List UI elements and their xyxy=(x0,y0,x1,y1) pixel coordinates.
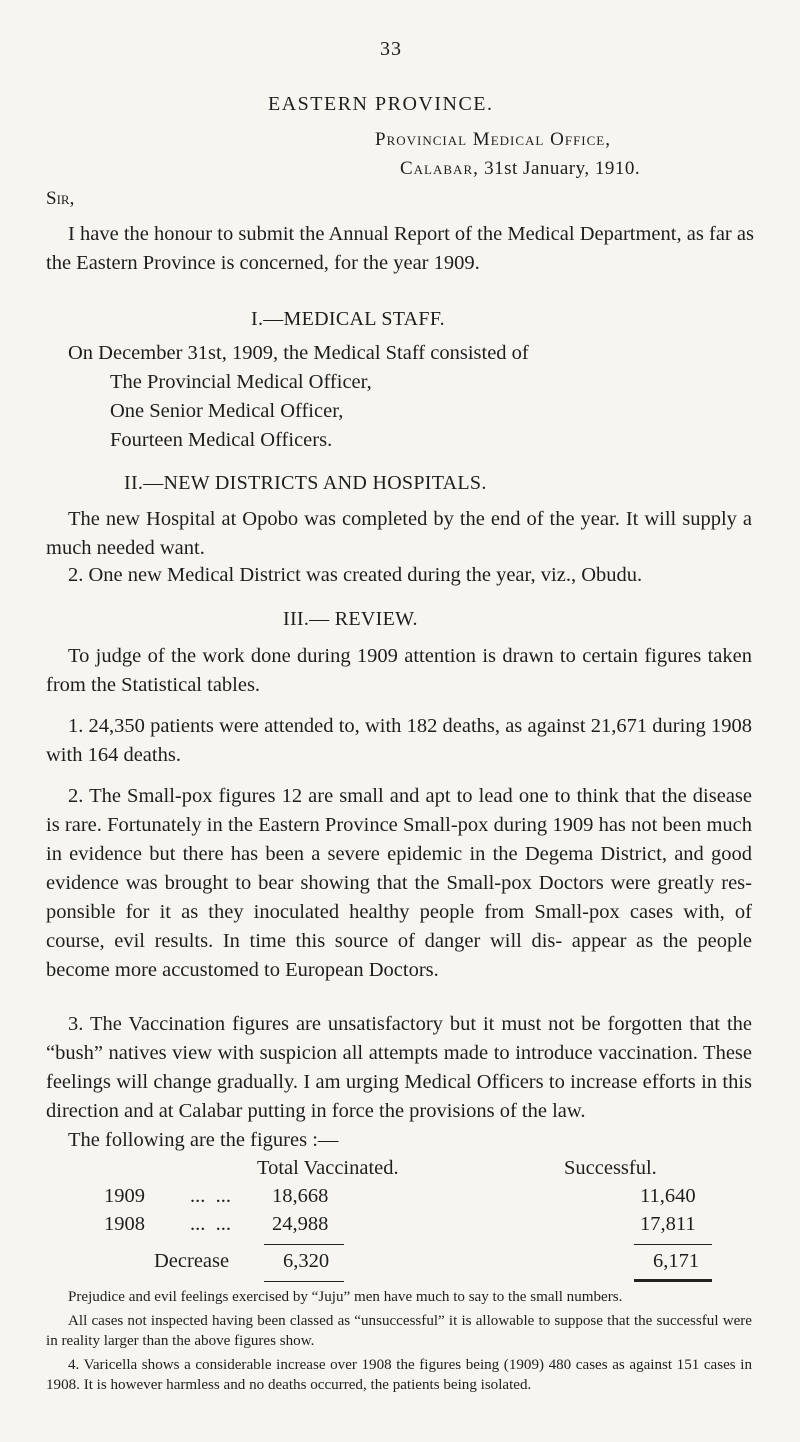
office-date: 31st January, 1910. xyxy=(484,158,641,179)
office-city: Calabar, xyxy=(400,158,479,179)
sum-rule xyxy=(634,1244,712,1245)
table-intro: The following are the figures :— xyxy=(68,1129,339,1151)
table-row-year: 1908 xyxy=(104,1213,145,1235)
page-heading: EASTERN PROVINCE. xyxy=(268,93,494,115)
decrease-label: Decrease xyxy=(154,1250,230,1272)
staff-lead: On December 31st, 1909, the Medical Staff consisted of xyxy=(68,342,529,364)
districts-paragraph-1: The new Hospital at Opobo was completed by the end of the year. It will supply a much needed want. xyxy=(46,508,752,559)
total-rule xyxy=(634,1279,712,1282)
table-row-total: 18,668 xyxy=(272,1185,329,1207)
section-title-review: III.— REVIEW. xyxy=(283,608,418,630)
review-paragraph-5: All cases not inspected having been classed as “unsuccessful” it is allowable to suppose that the successful were in reality larger than the above figures show. xyxy=(46,1313,752,1349)
table-row-leader: ... ... xyxy=(190,1213,231,1235)
table-row-successful: 11,640 xyxy=(640,1185,696,1207)
review-paragraph-1: 1. 24,350 patients were attended to, with 182 deaths, as against 21,671 during 1908 with 164 deaths. xyxy=(46,715,752,766)
table-row-successful: 17,811 xyxy=(640,1213,696,1235)
table-row-leader: ... ... xyxy=(190,1185,231,1207)
staff-item: The Provincial Medical Officer, xyxy=(110,371,372,393)
office-place-date xyxy=(400,158,640,180)
office-name: Provincial Medical Office, xyxy=(375,129,611,150)
table-row-year: 1909 xyxy=(104,1185,145,1207)
review-paragraph-0: To judge of the work done during 1909 attention is drawn to certain figures taken from the Statistical tables. xyxy=(46,645,752,696)
decrease-successful: 6,171 xyxy=(653,1250,700,1272)
decrease-total: 6,320 xyxy=(283,1250,330,1272)
table-header-total: Total Vaccinated. xyxy=(257,1157,399,1179)
review-paragraph-4: Prejudice and evil feelings exercised by “Juju” men have much to say to the small numbers. xyxy=(68,1289,623,1305)
table-header-successful: Successful. xyxy=(564,1157,657,1179)
section-title-districts: II.—NEW DISTRICTS AND HOSPITALS. xyxy=(124,472,487,494)
staff-item: Fourteen Medical Officers. xyxy=(110,429,333,451)
total-rule xyxy=(264,1281,344,1282)
review-paragraph-3: 3. The Vaccination figures are unsatisfactory but it must not be forgotten that the “bush” natives view with suspicion all attempts made to introduce vaccination. These feelings will change gradually. I am urging Medical Officers to increase efforts in this direction and at Calabar putting in force the provisions of the law. xyxy=(46,1013,752,1122)
intro-paragraph: I have the honour to submit the Annual Report of the Medical Department, as far as the Eastern Province is concerned, for the year 1909. xyxy=(46,223,754,274)
salutation: Sir, xyxy=(46,188,75,209)
staff-item: One Senior Medical Officer, xyxy=(110,400,344,422)
table-row-total: 24,988 xyxy=(272,1213,329,1235)
sum-rule xyxy=(264,1244,344,1245)
review-paragraph-6: 4. Varicella shows a considerable increase over 1908 the figures being (1909) 480 cases as against 151 cases in 1908. It is however harmless and no deaths occurred, the patients being isolated. xyxy=(46,1357,752,1393)
districts-paragraph-2: 2. One new Medical District was created during the year, viz., Obudu. xyxy=(68,564,643,586)
review-paragraph-2: 2. The Small-pox figures 12 are small and apt to lead one to think that the disease is rare. Fortunately in the Eastern Province Small-pox during 1909 has not been much in evidence but there has been a severe epidemic in the Degema District, and good evidence was brought to bear showing that the Small-pox Doctors were greatly res- ponsible for it as they inoculated healthy people from Small-pox cases with, of course, evil results. In time this source of danger will dis- appear as the people become more accustomed to European Doctors. xyxy=(46,785,752,981)
section-title-staff: I.—MEDICAL STAFF. xyxy=(251,308,445,330)
page-number: 33 xyxy=(380,38,402,60)
